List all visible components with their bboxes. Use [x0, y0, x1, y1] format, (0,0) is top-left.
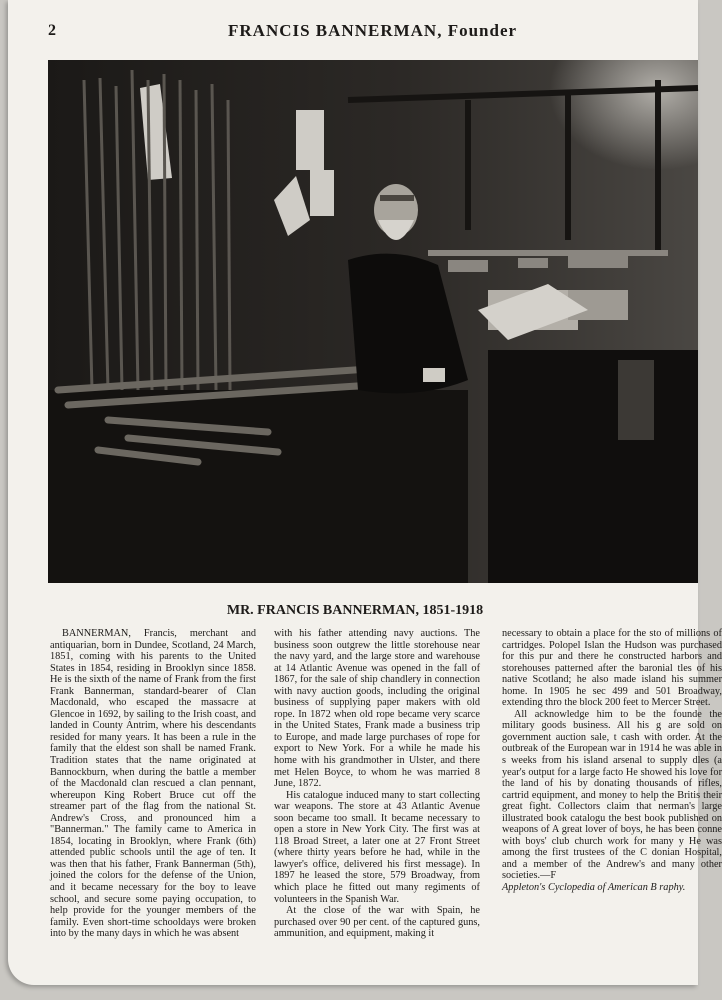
printed-page — [8, 0, 722, 985]
article-column-1 — [50, 628, 256, 940]
page-number: 2 — [48, 22, 56, 39]
founder-photograph — [48, 60, 698, 583]
photo-caption: MR. FRANCIS BANNERMAN, 1851-1918 — [226, 603, 484, 618]
paragraph: All acknowledge him to be the founde the military goods business. All his g are sold on government auction sale, t cash with order. At the outbreak of the European war in 1914 he was able in s weeks from his island arsenal to supply dles (a year's output for a large facto He showed his love for the land of his by donating thousands of rifles, cartrid equipment, and money to help the Britis their great fight. Collectors claim that nerman's large illustrated book catalogu the best book published on weapons of A great lover of boys, he has been conne with boys' club church work for many y He was among the first trustees of the C donian Hospital, and a member of the Andrew's and many other societies.—F — [502, 708, 722, 882]
paragraph: BANNERMAN, Francis, merchant and antiquarian, born in Dundee, Scotland, 24 March, 1851, coming with his parents to the United States in 1854, residing in Brooklyn since 1858. He is the sixth of the name of Frank from the first Frank Bannerman, standard-bearer of Clan Macdonald, who escaped the massacre at Glencoe in 1692, by sailing to the Irish coast, and landed in County Antrim, where his descendants resided for many years. It has been a rule in the family that the eldest son shall be named Frank. Tradition states that the name originated at Bannockburn, when during the battle a member of the Macdonald clan rescued a clan pennant, whereupon King Robert Bruce cut off the streamer part of the flag from the national St. Andrew's Cross, and pronounced him a "Bannerman." The family came to America in 1854, locating in Brooklyn, where Frank (6th) attended public schools until the age of ten. It was then that his father, Frank Bannerman (5th), joined the colors for the defense of the Union, and it became necessary for the boy to leave school, and secure some paying occupation, to help provide for the younger members of the family. Even short-time schooldays were broken into by the many days in which he was absent — [50, 628, 256, 940]
article-column-3 — [502, 628, 722, 894]
paragraph: with his father attending navy auctions. The business soon outgrew the little storehouse near the navy yard, and the large store and warehouse at 14 Atlantic Avenue was opened in the fall of 1867, for the sale of ship chandlery in connection with navy auction goods, including the original business of supplying paper makers with old rope. In 1872 when old rope became very scarce in the United States, Frank made a business trip to Europe, and made large purchases of rope for export to New York. For a while he made his home with his grandmother in Ulster, and there met Helen Boyce, to whom he was married 8 June, 1872. — [274, 628, 480, 790]
citation-title: Appleton's Cyclopedia of American B raphy. — [502, 882, 686, 894]
paragraph: necessary to obtain a place for the sto of millions of cartridges. Polopel Islan the Hudson was purchased for this pur and there he constructed harbors and storehouses patterned after the baronial tles of his native Scotland; he also made island his summer home. In 1905 he sec 499 and 501 Broadway, extending thro the block 200 feet to Mercer Street. — [502, 628, 722, 709]
paragraph: His catalogue induced many to start collecting war weapons. The store at 43 Atlantic Avenue soon became too small. It became necessary to open a store in New York City. The first was at 118 Broad Street, a later one at 27 Front Street (where thirty years before he had, while in the lawyer's office, delivered his first message). In 1897 he leased the store, 579 Broadway, from which place he fitted out many regiments of volunteers in the Spanish War. — [274, 789, 480, 905]
article-column-2 — [274, 628, 480, 940]
running-title: FRANCIS BANNERMAN, Founder — [228, 21, 518, 40]
citation — [502, 882, 722, 894]
photograph-illustration — [48, 60, 698, 583]
paragraph: At the close of the war with Spain, he purchased over 90 per cent. of the captured guns, ammunition, and equipment, making it — [274, 905, 480, 940]
